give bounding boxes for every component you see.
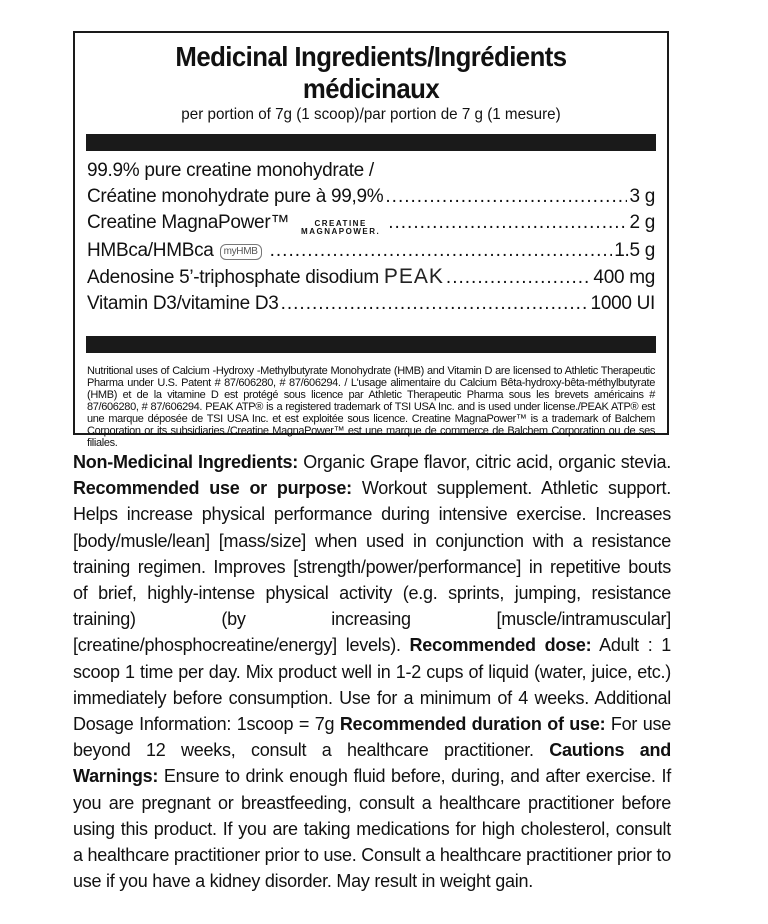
ingredient-row-atp <box>87 264 655 291</box>
ingredient-name: Adenosine 5’-triphosphate disodium <box>87 267 379 288</box>
cautions-label: Cautions and Warnings: <box>73 740 671 787</box>
divider-bar-bottom <box>86 336 656 353</box>
ingredient-amount: 1000 UI <box>590 293 655 314</box>
ingredient-row-vitamin-d3 <box>87 291 655 317</box>
use-label: Recommended use or purpose: <box>73 478 352 499</box>
leader-dots <box>270 238 613 264</box>
use-text: Workout supplement. Athletic support. Helps increase physical performance during intensive exercise. Increases [body/musle/lean] [mass/size] when used in conjunction with a resistance training regimen. Improves [strength/power/performance] in repetitive bouts of brief, highly-intense physical activity (e.g. sprints, jumping, resistance training) (by increasing [muscle/intramuscular] [creatine/phosphocreatine/energy] levels). <box>73 478 671 656</box>
ingredient-row-magnapower <box>87 210 655 238</box>
ingredient-amount: 400 mg <box>593 267 655 288</box>
leader-dots <box>388 210 627 236</box>
ingredient-amount: 3 g <box>629 186 655 207</box>
dose-label: Recommended dose: <box>409 635 592 656</box>
magnapower-logo: CREATINE MAGNAPOWER. <box>301 219 381 236</box>
dose-text: Adult : 1 scoop 1 time per day. Mix product well in 1-2 cups of liquid (water, juice, etc.) immediately before consumption. Use for a minimum of 4 weeks. Additional Dosage Information: 1scoop = 7g <box>73 635 671 735</box>
ingredient-name: Vitamin D3/vitamine D3 <box>87 293 279 314</box>
nmi-text: Organic Grape flavor, citric acid, organic stevia. <box>298 452 671 472</box>
product-information-text <box>73 449 671 894</box>
myhmb-logo: myHMB <box>220 244 262 260</box>
ingredient-name: Créatine monohydrate pure à 99,9% <box>87 186 384 207</box>
divider-bar-top <box>86 134 656 151</box>
ingredient-row-creatine-monohydrate <box>87 184 655 210</box>
panel-title: Medicinal Ingredients/Ingrédients médicinaux <box>175 41 567 104</box>
nmi-label: Non-Medicinal Ingredients: <box>73 452 299 472</box>
ingredient-name: Creatine MagnaPower™ <box>87 212 290 233</box>
ingredient-name: HMBca/HMBca <box>87 240 214 261</box>
duration-label: Recommended duration of use: <box>339 714 606 735</box>
licensing-fine-print: Nutritional uses of Calcium -Hydroxy -Methylbutyrate Monohydrate (HMB) and Vitamin D are licensed to Athletic Therapeutic Pharma under U.S. Patent # 87/606280, # 87/606294. / L'usage alimentaire du Calcium Bêta-hydroxy-bêta-méthylbutyrate (HMB) et de la vitamine D est protégé sous licence par Athletic Therapeutic Pharma sous les brevets américains # 87/606280, # 87/606294. PEAK ATP® is a registered trademark of TSI USA Inc. and is used under license./PEAK ATP® est une marque déposée de TSI USA Inc. et est exploitée sous licence. Creatine MagnaPower™ is a trademark of Balchem Corporation or its subsidiaries./Creatine MagnaPower™ est une marque de commerce de Balchem Corporation ou de ses filiales. <box>87 365 655 449</box>
cautions-text: Ensure to drink enough fluid before, during, and after exercise. If you are pregnant or breastfeeding, consult a healthcare practitioner before using this product. If you are taking medications for high cholesterol, consult a healthcare practitioner prior to use. Consult a healthcare practitioner prior to use if you have a kidney disorder. May result in weight gain. <box>73 766 671 892</box>
ingredient-intro: 99.9% pure creatine monohydrate / <box>87 160 374 181</box>
panel-subtitle: per portion of 7g (1 scoop)/par portion de 7 g (1 mesure) <box>181 106 561 123</box>
leader-dots <box>385 184 627 210</box>
ingredient-row-hmbca <box>87 238 655 264</box>
leader-dots <box>281 291 589 317</box>
leader-dots <box>446 265 592 291</box>
peak-logo: PEAK <box>383 265 444 288</box>
ingredient-amount: 1.5 g <box>614 240 655 261</box>
ingredient-amount: 2 g <box>629 212 655 233</box>
medicinal-ingredients-panel <box>73 31 669 449</box>
ingredient-list <box>87 158 655 317</box>
duration-text: For use beyond 12 weeks, consult a healthcare practitioner. <box>73 714 672 761</box>
